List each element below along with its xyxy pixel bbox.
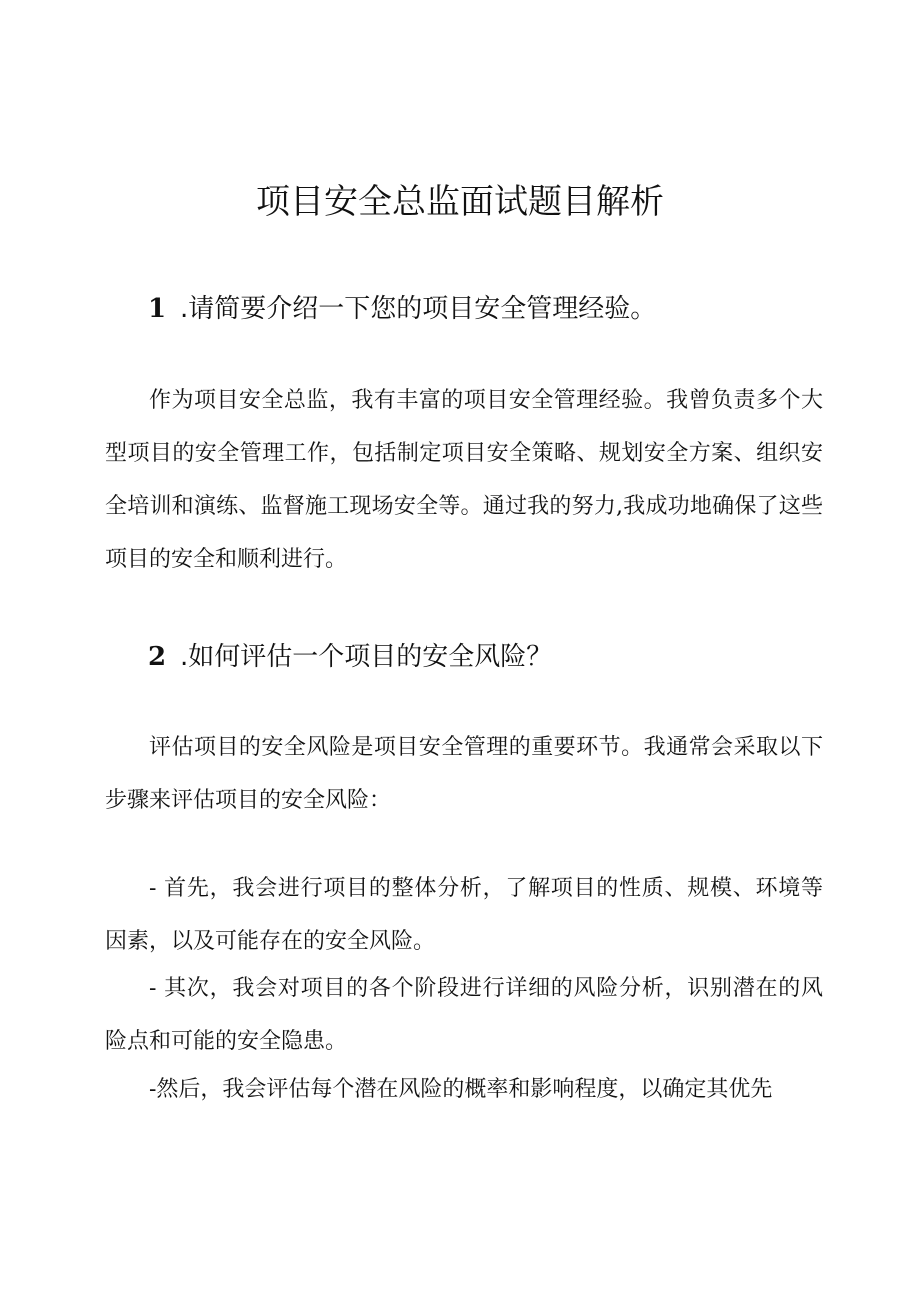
- section-heading-text-2: .如何评估一个项目的安全风险？: [180, 642, 553, 672]
- section-number-2: 2: [148, 642, 167, 672]
- document-title: 项目安全总监面试题目解析: [256, 182, 664, 222]
- section-heading-text-1: .请简要介绍一下您的项目安全管理经验。: [180, 294, 657, 324]
- paragraph-step-second: - 其次，我会对项目的各个阶段进行详细的风险分析，识别潜在的风险点和可能的安全隐患。: [105, 976, 823, 1054]
- section-heading-1: [148, 289, 656, 329]
- paragraph-step-then: -然后，我会评估每个潜在风险的概率和影响程度，以确定其优先: [149, 1077, 773, 1102]
- section-heading-2: [148, 637, 552, 677]
- paragraph-experience: 作为项目安全总监，我有丰富的项目安全管理经验。我曾负责多个大型项目的安全管理工作，包括制定项目安全策略、规划安全方案、组织安全培训和演练、监督施工现场安全等。通过我的努力,我成功地确保了这些项目的安全和顺利进行。: [105, 388, 823, 572]
- paragraph-risk-intro: 评估项目的安全风险是项目安全管理的重要环节。我通常会采取以下步骤来评估项目的安全风险：: [105, 735, 823, 813]
- section-number-1: 1: [148, 294, 167, 324]
- paragraph-step-first: - 首先，我会进行项目的整体分析，了解项目的性质、规模、环境等因素，以及可能存在的安全风险。: [105, 876, 823, 954]
